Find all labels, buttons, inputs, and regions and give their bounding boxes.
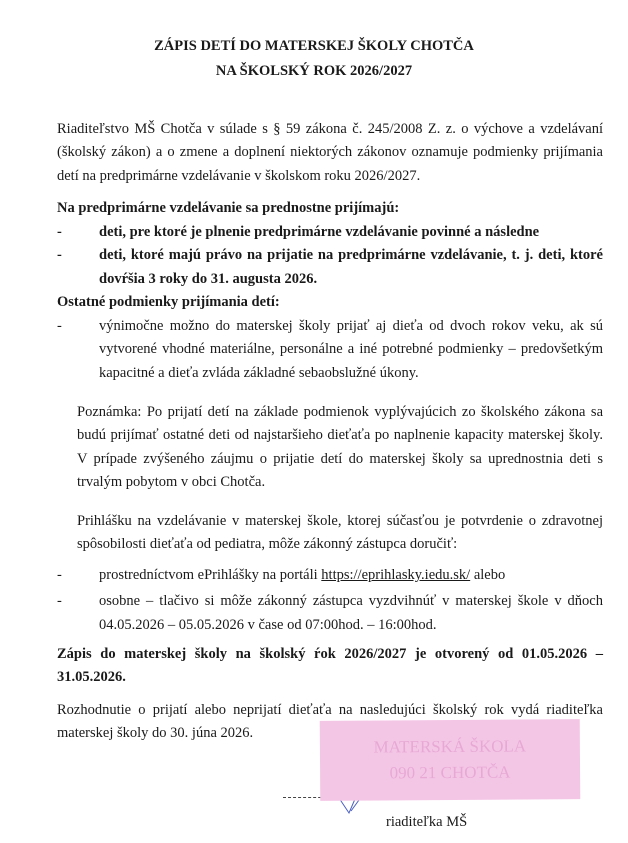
stamp-line-2: 090 21 CHOTČA: [389, 762, 511, 783]
list-item: - deti, pre ktoré je plnenie predprimárne vzdelávanie povinné a následne: [57, 221, 603, 244]
list-item: - deti, ktoré majú právo na prijatie na predprimárne vzdelávanie, t. j. deti, ktoré dovŕšia 3 roky do 31. augusta 2026.: [57, 244, 603, 291]
note-paragraph: Poznámka: Po prijatí detí na základe podmienok vyplývajúcich zo školského zákona sa budú prijímať ostatné deti od najstaršieho dieťaťa po naplnenie kapacity materskej školy. V prípade zvýšeného záujmu o prijatie detí do materskej školy sa uprednostnia deti s trvalým pobytom v obci Chotča.: [77, 404, 603, 490]
bullet-dash: -: [57, 593, 62, 610]
priority-list: [57, 221, 603, 291]
intro-paragraph: Riaditeľstvo MŠ Chotča v súlade s § 59 zákona č. 245/2008 Z. z. o výchove a vzdelávaní (školský zákon) a o zmene a doplnení niektorých zákonov oznamuje podmienky prijímania detí na predprimárne vzdelávanie v školskom roku 2026/2027.: [57, 121, 603, 184]
signature-label: riaditeľka MŠ: [386, 814, 468, 830]
list-item: - výnimočne možno do materskej školy prijať aj dieťa od dvoch rokov veku, ak sú vytvorené vhodné materiálne, personálne a iné potrebné podmienky – predovšetkým kapacitné a dieťa zvláda základné sebaobslužné úkony.: [57, 315, 603, 385]
title-line-1: ZÁPIS DETÍ DO MATERSKEJ ŠKOLY CHOTČA: [154, 38, 474, 54]
title-line-2: NA ŠKOLSKÝ ROK 2026/2027: [215, 63, 413, 79]
application-paragraph: Prihlášku na vzdelávanie v materskej škole, ktorej súčasťou je potvrdenie o zdravotnej spôsobilosti dieťaťa od pediatra, môže zákonný zástupca doručiť:: [77, 513, 603, 553]
decision-paragraph: Rozhodnutie o prijatí alebo neprijatí dieťaťa na nasledujúci školský rok vydá riaditeľka materskej školy do 30. júna 2026.: [57, 702, 603, 742]
stamp-line-1: MATERSKÁ ŠKOLA: [373, 736, 527, 757]
bullet-dash: -: [57, 567, 62, 583]
application-list: [57, 564, 603, 637]
list-item: - prostredníctvom ePrihlášky na portáli https://eprihlasky.iedu.sk/ alebo: [57, 564, 603, 587]
bullet-dash: -: [57, 318, 62, 334]
list-item: - osobne – tlačivo si môže zákonný zástupca vyzdvihnúť v materskej škole v dňoch 04.05.2026 – 05.05.2026 v čase od 07:00hod. – 16:00hod.: [57, 590, 603, 637]
enrollment-period: Zápis do materskej školy na školský ŕok 2026/2027 je otvorený od 01.05.2026 – 31.05.2026.: [57, 646, 603, 686]
bullet-dash: -: [57, 247, 62, 264]
other-list: [57, 315, 603, 385]
bullet-dash: -: [57, 224, 62, 240]
other-heading: Ostatné podmienky prijímania detí:: [57, 294, 280, 310]
school-stamp: [320, 719, 581, 801]
eprihlasky-link[interactable]: https://eprihlasky.iedu.sk/: [321, 567, 471, 583]
priority-heading: Na predprimárne vzdelávanie sa prednostne prijímajú:: [57, 200, 400, 216]
